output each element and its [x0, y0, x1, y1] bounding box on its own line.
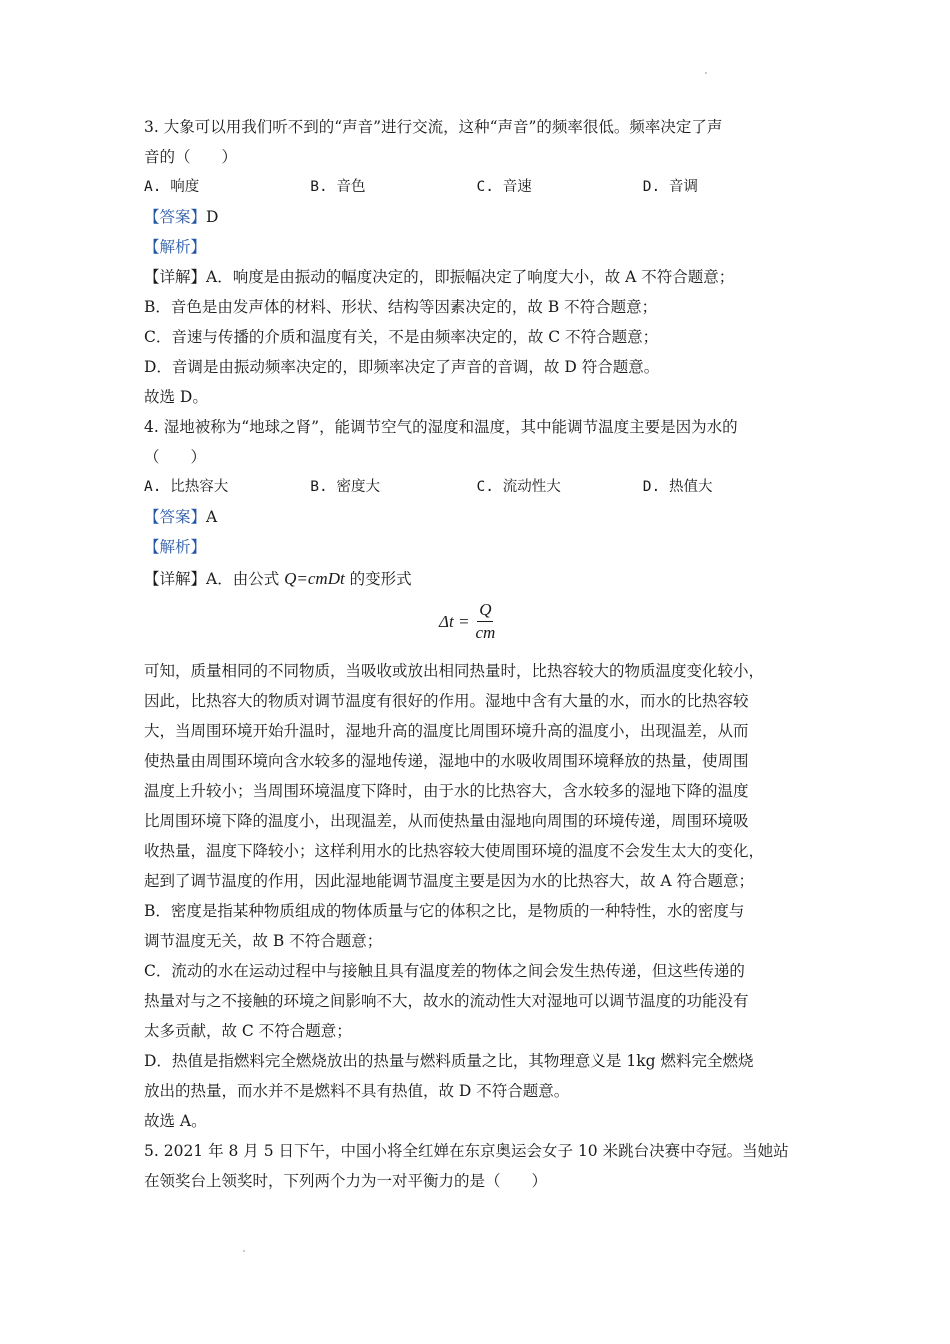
body-line: 比周围环境下降的温度小，出现温差，从而使热量由湿地向周围的环境传递，周围环境吸: [144, 812, 749, 830]
body-line: 太多贡献，故 C 不符合题意；: [144, 1022, 352, 1040]
option-c: C. 音速: [476, 179, 532, 195]
body-line: 大，当周围环境开始升温时，湿地升高的温度比周围环境升高的温度小，出现温差，从而: [144, 722, 749, 740]
body-line: 可知，质量相同的不同物质，当吸收或放出相同热量时，比热容较大的物质温度变化较小，: [144, 662, 765, 680]
answer-tag: 【答案】: [144, 208, 207, 226]
detail-line: 【详解】A．响度是由振动的幅度决定的，即振幅决定了响度大小，故 A 不符合题意；: [144, 268, 735, 286]
question-stem: 5. 2021 年 8 月 5 日下午，中国小将全红婵在东京奥运会女子 10 米跳台决赛中夺冠。当她站: [144, 1142, 789, 1160]
detail-line: C．音速与传播的介质和温度有关，不是由频率决定的，故 C 不符合题意；: [144, 328, 659, 346]
question-3: [144, 112, 809, 412]
analysis-tag: 【解析】: [144, 538, 207, 556]
detail-line: B．音色是由发声体的材料、形状、结构等因素决定的，故 B 不符合题意；: [144, 298, 658, 316]
scan-speck: [705, 72, 707, 74]
answer-line: [144, 502, 809, 532]
detail-line: D．音调是由振动频率决定的，即频率决定了声音的音调，故 D 符合题意。: [144, 358, 660, 376]
question-stem: 在领奖台上领奖时，下列两个力为一对平衡力的是（ ）: [144, 1172, 548, 1190]
question-stem: 3. 大象可以用我们听不到的“声音”进行交流，这种“声音”的频率很低。频率决定了声: [144, 118, 723, 136]
inline-formula: Q=cmDt: [284, 569, 345, 588]
detail-prefix: 【详解】A．由公式: [144, 570, 280, 588]
question-stem: （ ）: [144, 448, 207, 466]
option-d: D. 热值大: [642, 479, 713, 495]
body-line: 因此，比热容大的物质对调节温度有很好的作用。湿地中含有大量的水，而水的比热容较: [144, 692, 749, 710]
body-line: 收热量，温度下降较小；这样利用水的比热容较大使周围环境的温度不会发生太大的变化，: [144, 842, 765, 860]
formula-lhs: Δt =: [439, 612, 470, 631]
body-line: 使热量由周围环境向含水较多的湿地传递，湿地中的水吸收周围环境释放的热量，使周围: [144, 752, 749, 770]
options-row: [144, 472, 809, 502]
question-5: [144, 1136, 809, 1196]
conclusion-line: 故选 A。: [144, 1112, 207, 1130]
body-line: B．密度是指某种物质组成的物体质量与它的体积之比，是物质的一种特性，水的密度与: [144, 902, 745, 920]
answer-value: A: [206, 508, 218, 526]
body-line: D．热值是指燃料完全燃烧放出的热量与燃料质量之比，其物理意义是 1kg 燃料完全燃烧: [144, 1052, 754, 1070]
formula-numerator: Q: [477, 600, 493, 622]
question-4: [144, 412, 809, 1136]
question-stem: 4. 湿地被称为“地球之肾”，能调节空气的湿度和温度，其中能调节温度主要是因为水的: [144, 418, 738, 436]
formula-denominator: cm: [475, 623, 496, 642]
body-line: C．流动的水在运动过程中与接触且具有温度差的物体之间会发生热传递，但这些传递的: [144, 962, 745, 980]
analysis-tag: 【解析】: [144, 238, 207, 256]
answer-value: D: [206, 208, 219, 226]
option-c: C. 流动性大: [476, 479, 561, 495]
option-b: B. 密度大: [310, 479, 380, 495]
detail-line: [144, 562, 809, 596]
option-b: B. 音色: [310, 179, 366, 195]
body-line: 温度上升较小；当周围环境温度下降时，由于水的比热容大，含水较多的湿地下降的温度: [144, 782, 749, 800]
question-stem: 音的（ ）: [144, 148, 238, 166]
option-a: A. 响度: [144, 179, 200, 195]
document-page: [144, 112, 809, 1196]
option-a: A. 比热容大: [144, 479, 229, 495]
body-line: 起到了调节温度的作用，因此湿地能调节温度主要是因为水的比热容大，故 A 符合题意；: [144, 872, 755, 890]
options-row: [144, 172, 809, 202]
answer-tag: 【答案】: [144, 508, 207, 526]
conclusion-line: 故选 D。: [144, 388, 208, 406]
body-line: 调节温度无关，故 B 不符合题意；: [144, 932, 383, 950]
body-line: 热量对与之不接触的环境之间影响不大，故水的流动性大对湿地可以调节温度的功能没有: [144, 992, 749, 1010]
scan-speck: [243, 1250, 245, 1252]
answer-line: [144, 202, 809, 232]
body-line: 放出的热量，而水并不是燃料不具有热值，故 D 不符合题意。: [144, 1082, 570, 1100]
detail-suffix: 的变形式: [349, 570, 412, 588]
option-d: D. 音调: [642, 179, 698, 195]
display-formula: [144, 596, 809, 656]
